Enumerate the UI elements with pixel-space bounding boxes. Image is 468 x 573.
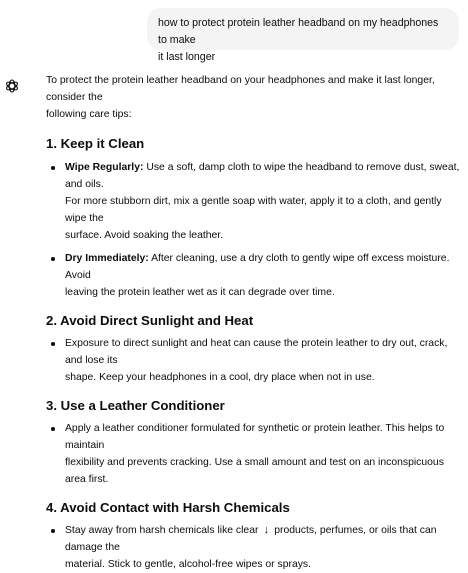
intro-line: To protect the protein leather headband on your headphones and make it last longer, consider the [46,75,435,103]
reply-intro [46,72,462,123]
list-item [46,159,462,244]
tip-text: After cleaning, use a dry cloth to gently wipe off excess moisture. Avoid [65,253,450,281]
assistant-reply [46,72,462,573]
tip-text: Use a soft, damp cloth to wipe the headband to remove dust, sweat, and oils. [65,162,460,190]
tip-text: surface. Avoid soaking the leather. [65,230,224,241]
tip-text: Apply a leather conditioner formulated for synthetic or protein leather. This helps to maintain [65,423,445,451]
section-heading: 1. Keep it Clean [46,136,145,151]
arrow-down-icon[interactable]: ↓ [263,524,270,536]
list-item [46,420,462,488]
list-item [46,250,462,301]
list-item [46,522,462,573]
tip-text: leaving the protein leather wet as it can degrade over time. [65,287,335,298]
bullet-icon [51,529,55,533]
user-message-line: it last longer [158,51,216,63]
bullet-icon [51,427,55,431]
tip-text: Exposure to direct sunlight and heat can cause the protein leather to dry out, crack, and lose its [65,338,448,366]
user-message-line: how to protect protein leather headband on my headphones to make [158,17,439,46]
tip-term: Wipe Regularly: [65,162,144,173]
tip-text: Stay away from harsh chemicals like clear [65,525,259,536]
tip-term: Dry Immediately: [65,253,149,264]
section-heading: 3. Use a Leather Conditioner [46,398,225,413]
tip-list [46,420,462,488]
tip-list [46,335,462,386]
tip-text: For more stubborn dirt, mix a gentle soap with water, apply it to a cloth, and gently wipe the [65,196,442,224]
tip-text: material. Stick to gentle, alcohol-free wipes or sprays. [65,559,312,570]
tip-text: products, perfumes, or oils that can damage the [65,525,437,553]
tip-text: flexibility and prevents cracking. Use a small amount and test on an inconspicuous area first. [65,457,444,485]
bullet-icon [51,257,55,261]
section-heading: 4. Avoid Contact with Harsh Chemicals [46,500,290,515]
intro-line: following care tips: [46,109,132,120]
tip-text: shape. Keep your headphones in a cool, dry place when not in use. [65,372,375,383]
tip-list [46,522,462,573]
list-item [46,335,462,386]
section-heading: 2. Avoid Direct Sunlight and Heat [46,313,254,328]
user-message-bubble [147,8,459,63]
bullet-icon [51,166,55,170]
bullet-icon [51,342,55,346]
tip-list [46,159,462,301]
openai-logo-icon [4,78,20,94]
